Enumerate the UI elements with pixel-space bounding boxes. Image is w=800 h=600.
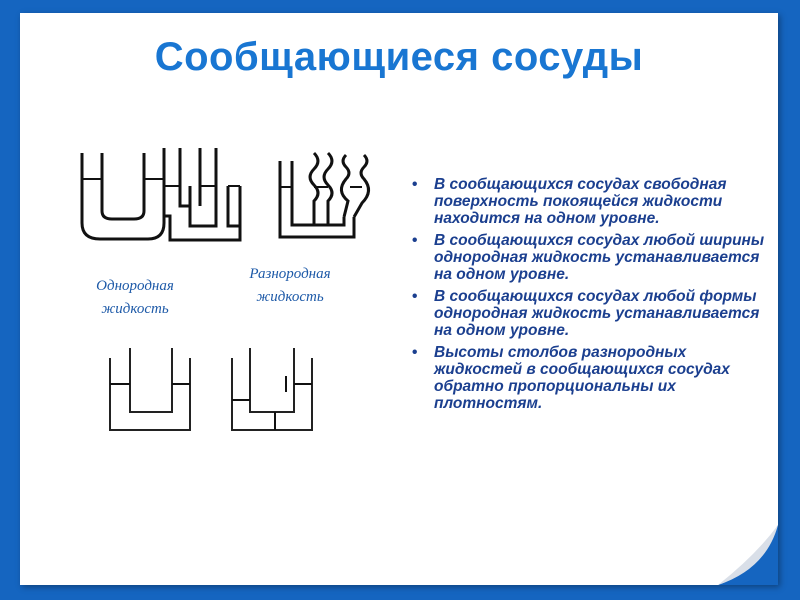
u-tube-vessel-illustration [78, 151, 170, 243]
caption-homogeneous-line2: жидкость [101, 301, 169, 317]
caption-heterogeneous-line2: жидкость [256, 289, 324, 305]
caption-heterogeneous-liquid [220, 263, 360, 309]
list-item: • В сообщающихся сосудах любой формы однородная жидкость устанавливается на одном уровне. [412, 288, 778, 339]
irregular-vessel-illustration [270, 151, 380, 246]
bullet-list [412, 176, 778, 417]
square-u-vessel-homogeneous-illustration [108, 346, 198, 436]
caption-heterogeneous-line1: Разнородная [249, 266, 331, 282]
caption-homogeneous-liquid [70, 275, 200, 321]
square-u-vessel-heterogeneous-illustration [230, 346, 320, 436]
page-title: Сообщающиеся сосуды [154, 35, 644, 79]
list-item: • В сообщающихся сосудах свободная поверхность покоящейся жидкости находится на одном уровне. [412, 176, 778, 227]
list-item: • В сообщающихся сосудах любой ширины однородная жидкость устанавливается на одном уровне. [412, 232, 778, 283]
slide [20, 13, 778, 585]
page-curl-decoration [718, 525, 778, 585]
caption-homogeneous-line1: Однородная [96, 278, 174, 294]
list-item: • Высоты столбов разнородных жидкостей в сообщающихся сосудах обратно пропорциональны их плотностям. [412, 344, 778, 412]
three-tube-vessel-illustration [160, 146, 248, 246]
